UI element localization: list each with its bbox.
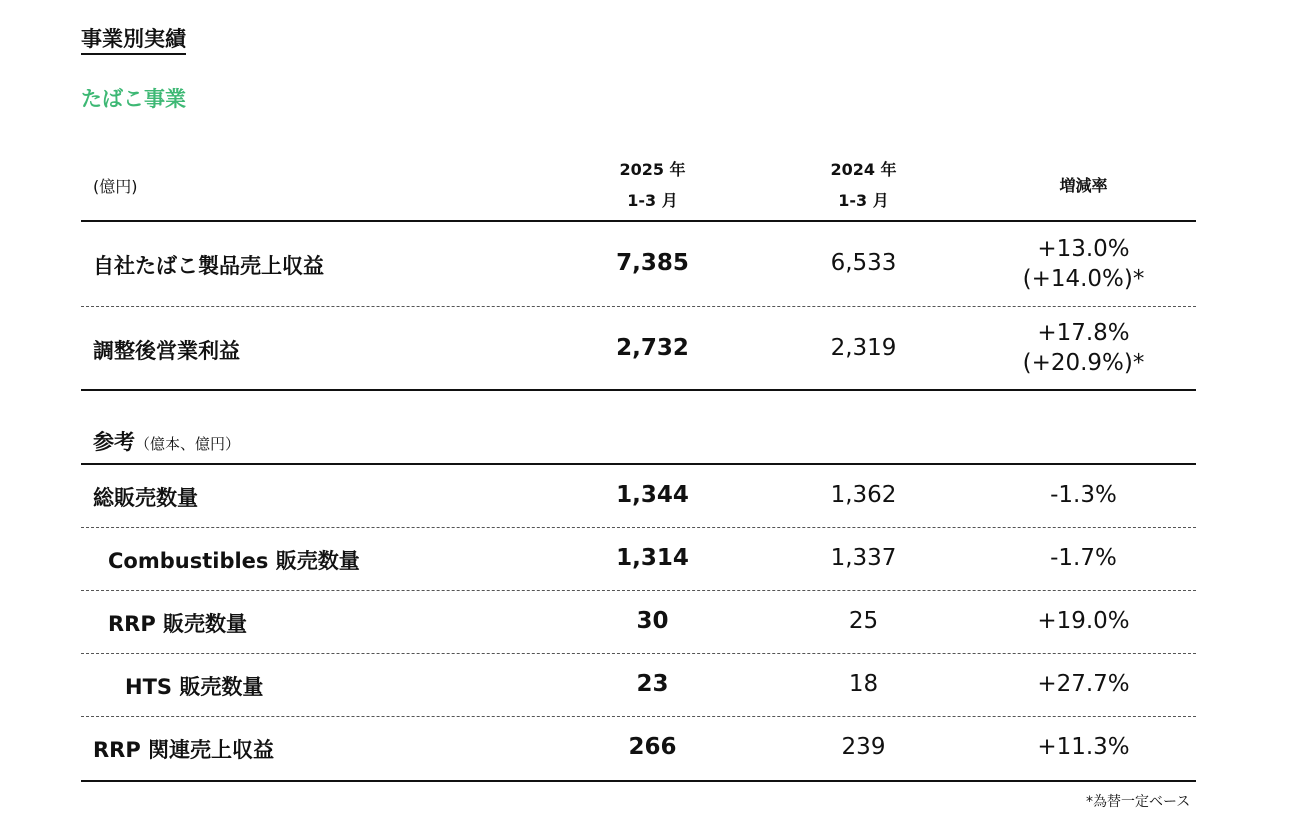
- value-2024: 25: [848, 608, 879, 634]
- col-2025-period: 1-3 月: [627, 191, 678, 210]
- table-row: [81, 222, 1196, 307]
- change-rate: +17.8%: [1037, 320, 1130, 346]
- col-2025-year: 2025 年: [619, 160, 686, 179]
- value-2024: 6,533: [830, 250, 897, 276]
- value-2025: 1,344: [616, 482, 689, 508]
- page-title: 事業別実績: [81, 26, 186, 55]
- change-cell: [991, 318, 1176, 378]
- row-label: 総販売数量: [93, 486, 198, 510]
- col-2025-header: [571, 154, 734, 216]
- value-2024: 2,319: [830, 335, 897, 361]
- value-2024: 239: [841, 734, 886, 760]
- change-rate: -1.7%: [1050, 545, 1117, 571]
- table-row: [81, 307, 1196, 391]
- value-2025: 1,314: [616, 545, 689, 571]
- value-2025: 30: [636, 608, 669, 634]
- change-cell: [991, 234, 1176, 294]
- row-label: Combustibles 販売数量: [108, 549, 360, 573]
- value-2025: 7,385: [616, 250, 689, 276]
- reference-title-text: 参考: [93, 430, 135, 454]
- value-2025: 23: [636, 671, 669, 697]
- row-label: 自社たばこ製品売上収益: [93, 254, 324, 278]
- table-row: [81, 528, 1196, 591]
- value-2024: 1,337: [830, 545, 897, 571]
- col-2024-year: 2024 年: [830, 160, 897, 179]
- table-row: [81, 591, 1196, 654]
- col-2024-period: 1-3 月: [838, 191, 889, 210]
- row-label: RRP 販売数量: [108, 612, 248, 636]
- reference-title: [93, 428, 240, 458]
- section-title: たばこ事業: [81, 87, 186, 111]
- change-rate: +11.3%: [1037, 734, 1130, 760]
- change-rate: +27.7%: [1037, 671, 1130, 697]
- change-rate-fx: (+14.0%)*: [1022, 266, 1145, 292]
- row-label: HTS 販売数量: [125, 675, 264, 699]
- change-rate: -1.3%: [1050, 482, 1117, 508]
- table-row: [81, 717, 1196, 782]
- col-change-header: 増減率: [1059, 176, 1108, 195]
- change-rate: +19.0%: [1037, 608, 1130, 634]
- value-2024: 18: [848, 671, 879, 697]
- change-rate-fx: (+20.9%)*: [1022, 350, 1145, 376]
- value-2025: 266: [628, 734, 677, 760]
- change-rate: +13.0%: [1037, 236, 1130, 262]
- footnote: *為替一定ベース: [1086, 794, 1191, 810]
- unit-label: (億円): [93, 177, 138, 196]
- col-2024-header: [781, 154, 946, 216]
- table-header: [81, 150, 1196, 222]
- table-row: [81, 654, 1196, 717]
- value-2024: 1,362: [830, 482, 897, 508]
- row-label: RRP 関連売上収益: [93, 738, 275, 762]
- row-label: 調整後営業利益: [93, 339, 240, 363]
- value-2025: 2,732: [616, 335, 689, 361]
- table-row: [81, 465, 1196, 528]
- reference-unit: （億本、億円）: [135, 435, 241, 453]
